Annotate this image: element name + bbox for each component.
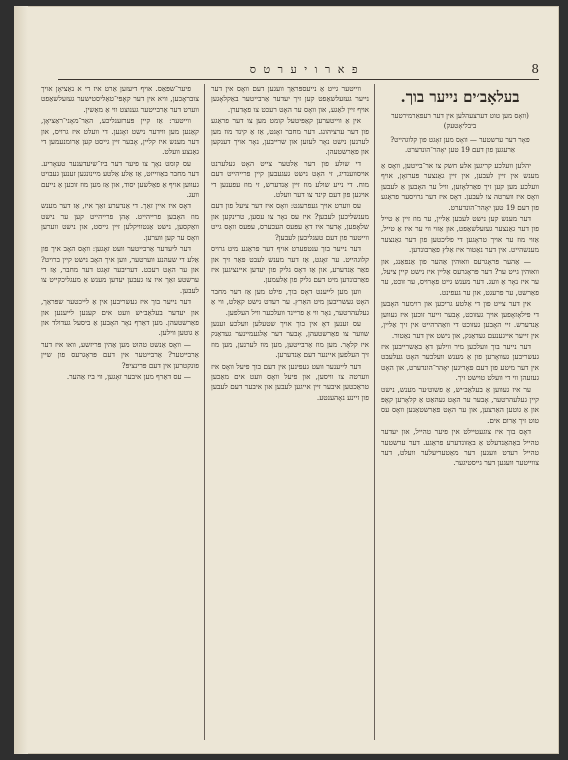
paragraph: אין דער צייט פון די אַלטע גריכען און רוימער האָבען די פילאָזאָפען אויך געזוכט, אָבער זייער זוכען איז געווען אַנדערש. זיי האָבען געזוכט די וואַהרהייט אין זיך אַליין, אין זייער אייגענעם געדאַנק, און נישט אין דער נאַטור. xyxy=(381,299,539,340)
column-right-body xyxy=(381,161,539,469)
column-middle-body xyxy=(211,84,369,403)
paragraph: דאָס איז איין זאַך. די אַנדערע זאַך איז, אַז דער מענש מוז האָבען פרייהייט. אָהן פרייהייט קען ער נישט וואַקסען, נישט אַנטוויקלען זיין גייסט, און נישט ווערען וואָס ער קען ווערען. xyxy=(41,201,199,242)
paragraph: ווען מען לייענט דאָס בוך, פילט מען אַז דער מחבר האָט געשריבען מיט האַרץ. ער רעדט נישט קאַלט, ווי אַ געלעהרטער, נאָר ווי אַ פריינד וועלכער וויל העלפען. xyxy=(211,286,369,317)
paragraph: עס ווערט אויך געפרעגט: וואָס איז דער ציעל פון דעם מענשליכען לעבען? איז עס נאָר צו עסען, טרינקען און שלאָפען, אָדער איז דאָ עפּעס העכערס, עפּעס וואָס גייט ווייטער פון דעם טעגליכען לעבען? xyxy=(211,201,369,242)
paragraph: די שולע פון דער אַלטער צייט האָט געלערנט אויסווענדיג, זי האָט נישט געגעבען קיין פרייהייט דעם מוח. די נייע שולע מוז זיין אַנדערש, זי מוז עפענען די אויגען פון דעם קינד צו דער וועלט. xyxy=(211,158,369,200)
paragraph: עס קומט נאָך צו פיער דער ביז־שיעדענער טעאָריע. דער מחבר באַווייזט, אַז אַלע אַלטע מיינונגען זענען געבויט געווען אויף אַ פאַלשען יסוד, און אַז מען מוז זוכען אַ נייעם וועג. xyxy=(41,158,199,200)
paragraph: עס זענען דאָ אין בוך אויך שטעלען וועלכע זענען שווער צו פאַרשטעהן, אָבער דער אַלגעמיינער געדאַנק איז קלאָר. מען מוז אַרבייטען, מען מוז לערנען, מען מוז זיך העלפען איינער דעם אַנדערען. xyxy=(211,318,369,360)
column-middle xyxy=(211,84,369,740)
paragraph: ווייטער: אַז קיין פּערזענליכע, האַר־מאָני־ראַציאָן, קאַנען מען ווידער נישט זאָגען. די וועלט איז גרויס, און דער מענש איז קליין, אָבער זיין גייסט קען אַרומנעמען די גאַנצע וועלט. xyxy=(41,116,199,157)
paragraph: דאָס בוך איז צוגעטיילט אין פיער טהייל, און יעדער טהייל באַהאַנדעלט אַ באַזונדערע פראַגע. דער ערשטער טהייל רעדט וועגען דער מאַטעריעלער וועלט, דער צווייטער וועגען דער גייסטיגער. xyxy=(381,427,539,468)
paragraph: יהלען וועלכע קריגען אלע חשק צו אר־בייטען, וואָס אַ מענש אין זיין לעבען, אין זיין גאַנצער פּערזאָן, אויף וועלכע מען קען זיך פאַרלאָזען, וויל ער האָבען אַ לעבען וואָס איז ווערטה צו לעבען. דאָס איז דער גרויסער פראַגע פון דעם 19 טען יאָהר־הונדערט. xyxy=(381,161,539,212)
page-fold-shadow xyxy=(14,6,28,754)
running-title: פ א ר ו י ע ר ט ס xyxy=(249,62,360,76)
paragraph: דער ליעדער אַרבייטער וועט זאָגען: וואָס האָב איך פון אַלע די שעהנע ווערטער, ווען איך האָב נישט קיין ברויט? און ער האָט רעכט. דעריבער זאָגט דער מחבר, אַז די ערשטע זאַך איז צו געבען יעדען מענש אַ מעגליכקייט צו לעבען. xyxy=(41,244,199,295)
column-divider xyxy=(204,84,205,740)
page-number: 8 xyxy=(531,62,539,76)
paragraph: ער איז געווען אַ בעלאַב׳יש, אַ פשוט׳ער מענש, נישט קיין געלעהרטער, אָבער ער האָט געהאַט אַ קלאָרען קאָפּ און אַ גוטען האַרצען, און ער האָט פאַרשטאַנען וואָס עס טוט זיך אַרום אים. xyxy=(381,384,539,425)
paragraph: דער נייער בוך איז געשריבען אין אַ לייכטער שפּראַך, און יעדער בעלאַב׳יש וועט אים קענען לייענען און פאַרשטעהן. מען דאַרף נאָר האָבען אַ ביסעל געדולד און אַ גוטען ווילען. xyxy=(41,297,199,338)
paragraph: דער מענש קען נישט לעבען אַליין, ער מוז זיין אַ טייל פון דער גאַנצער געזעלשאַפט, און אַזוי ווי ער איז אַ טייל, אַזוי מוז ער אויך טראָגען די פליכטען פון דער גאַנצער מענשהייט. אין דער נאַטור איז אַלץ פאַרבונדען. xyxy=(381,214,539,255)
column-left xyxy=(41,84,199,740)
text-columns xyxy=(41,84,539,740)
paragraph: — עס דאַרף מען איבער זאָגען, ווי ביז אַהער. xyxy=(66,371,191,381)
column-left-body xyxy=(41,84,199,382)
column-divider xyxy=(374,84,375,740)
column-right xyxy=(381,84,539,740)
paragraph: — אַהער פּראָגרעס וואוּהין אַהער פון אַנפאַנג, און וואוּהין גייט ער? דער פּראָגרעס אַליין איז נישט קיין ציעל, ער איז נאָר אַ וועג. דער מענש גייט פאָרויס, ער זוכט, ער פאַרשט, ער פרעגט, און ער געפינט. xyxy=(381,256,539,297)
paragraph: אין אַ ווייטערען קאַפּיטעל קומט מען צו דער פראַגע פון דער ערציהונג. דער מחבר זאָגט, אַז אַ קינד מוז מען לערנען נישט נאָר לעזען און שרייבען, נאָר אויך דענקען און פאַרשטעהן. xyxy=(211,116,369,157)
newspaper-page xyxy=(14,6,559,754)
header-rule xyxy=(58,79,539,80)
article-title: בעלאָב׳ים נייער בוך. xyxy=(400,88,520,106)
paragraph: פיער־שפּאַס. אויף דיעזען אַרט איז די א נאַציאָן אויך צובראָכען, וויא אין דער קאָפּי־טאַליסטישער געזעלשאַפט ווערט דער אַרבייטער גענוצט ווי אַ מאַשין. xyxy=(41,84,199,114)
paragraph: — וואָס אַנשט טהוט מען אַהין פּריזשע, וואו איז דער אַרבייטער? אַרבייטער אין דעם פּראָגרעס פון שיין פונקטרען אין דעם פּרינציפּ? xyxy=(41,339,199,370)
article-subtitle: (וואָס מען טוט דערצעהלען אין דער רעפאַרמירטער ביבליאָטעק) xyxy=(391,112,529,130)
paragraph: דער נייער בוך ענטפערט אויף דער פראַגע מיט גרויס קלוגהייט. ער זאָגט, אַז דער מענש לעבט פאַר זיך און פאַר אַנדערע, און אַז דאָס גליק פון יעדען איינציגען איז פאַרבונדען מיט דעם גליק פון אַלעמען. xyxy=(211,244,369,285)
page-header xyxy=(58,62,539,76)
paragraph: ווייטער גייט אַ נייעספּראַך וועגען דעם וואָס אין דער נייער געזעלשאַפט קען זיך יעדער אַרבייטער באַקלאָגען אויף זיין לאַגע, און וואָס ער האָט רעכט צו פאָדערן. xyxy=(211,84,369,114)
article-meta: פאָר דער ערשטער — וואָס מען זאָגט פון קלוגהייט? אַרעגען פון דעם 19 טען יאָהר־הונדערט. xyxy=(390,136,530,154)
paragraph: דער לייענער וועט געפינען אין דעם בוך פיעל וואָס איז ווערטה צו וויסען, און פיעל וואָס וועט אים מאַכען טראַכטען איבער זיין אייגען לעבען און איבער דעם לעבען פון זיינע נאָהענטע. xyxy=(211,361,369,402)
paragraph: דער נייער בוך וועלכען מיר ווילען דאָ באַשרייבען איז געשריבען געוואָרען פון אַ מענש וועלכער האָט געלעבט אין דער מיטע פון דעם פאָריגען יאָהר־הונדערט, און האָט געזעהן ווי די וועלט טוישט זיך. xyxy=(381,341,539,383)
